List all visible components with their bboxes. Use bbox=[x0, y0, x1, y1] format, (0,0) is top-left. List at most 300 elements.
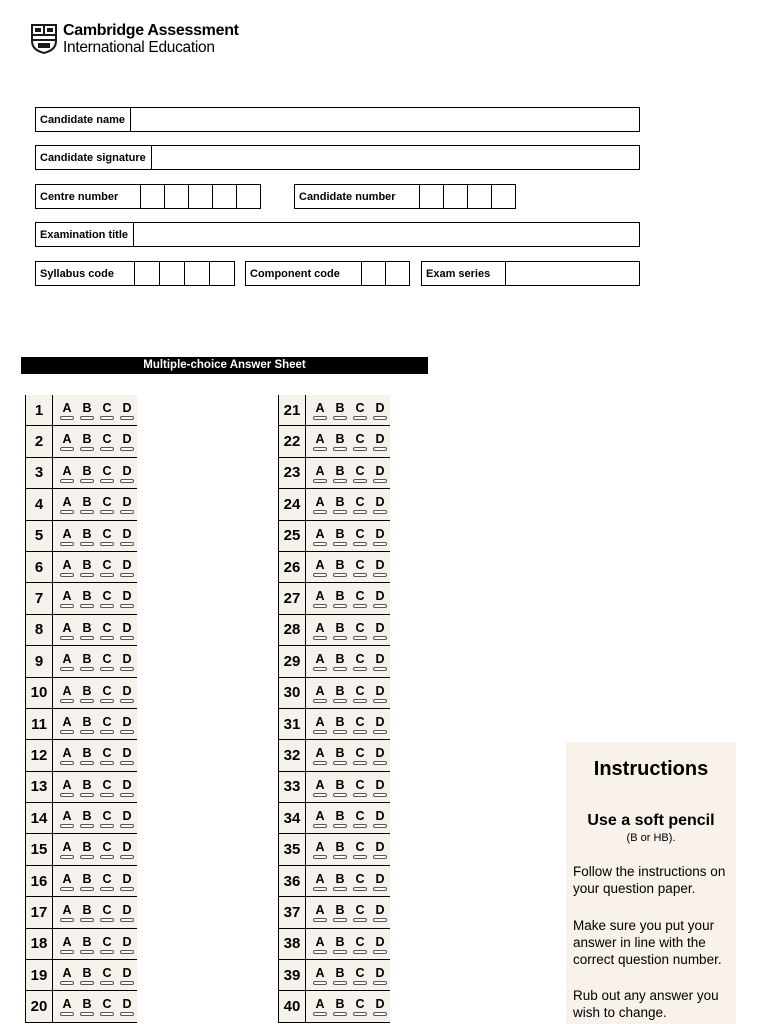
answer-mark-box[interactable] bbox=[80, 667, 94, 671]
answer-mark-box[interactable] bbox=[333, 981, 347, 985]
answer-option-d[interactable] bbox=[370, 583, 390, 613]
answer-option-a[interactable] bbox=[310, 615, 330, 645]
answer-option-d[interactable] bbox=[117, 709, 137, 739]
answer-option-d[interactable] bbox=[117, 521, 137, 551]
answer-option-d[interactable] bbox=[117, 929, 137, 959]
answer-option-a[interactable] bbox=[310, 740, 330, 770]
answer-option-b[interactable] bbox=[330, 772, 350, 802]
answer-option-d[interactable] bbox=[370, 834, 390, 864]
answer-option-d[interactable] bbox=[117, 834, 137, 864]
answer-option-c[interactable] bbox=[350, 646, 370, 676]
answer-mark-box[interactable] bbox=[120, 761, 134, 765]
answer-option-a[interactable] bbox=[57, 458, 77, 488]
answer-mark-box[interactable] bbox=[353, 510, 367, 514]
answer-mark-box[interactable] bbox=[373, 542, 387, 546]
answer-option-b[interactable] bbox=[330, 552, 350, 582]
answer-option-c[interactable] bbox=[350, 866, 370, 896]
answer-mark-box[interactable] bbox=[353, 855, 367, 859]
answer-mark-box[interactable] bbox=[100, 510, 114, 514]
answer-mark-box[interactable] bbox=[313, 510, 327, 514]
answer-mark-box[interactable] bbox=[60, 981, 74, 985]
answer-option-b[interactable] bbox=[77, 866, 97, 896]
centre-number-digit[interactable] bbox=[141, 185, 165, 208]
candidate-signature-field[interactable] bbox=[35, 145, 640, 170]
answer-option-d[interactable] bbox=[370, 709, 390, 739]
answer-option-b[interactable] bbox=[330, 834, 350, 864]
answer-option-c[interactable] bbox=[97, 521, 117, 551]
answer-mark-box[interactable] bbox=[313, 981, 327, 985]
answer-mark-box[interactable] bbox=[80, 855, 94, 859]
answer-option-a[interactable] bbox=[57, 678, 77, 708]
answer-option-d[interactable] bbox=[370, 615, 390, 645]
answer-mark-box[interactable] bbox=[353, 542, 367, 546]
answer-option-d[interactable] bbox=[370, 458, 390, 488]
answer-option-c[interactable] bbox=[350, 615, 370, 645]
answer-mark-box[interactable] bbox=[333, 1012, 347, 1016]
answer-mark-box[interactable] bbox=[120, 667, 134, 671]
answer-option-d[interactable] bbox=[370, 489, 390, 519]
answer-mark-box[interactable] bbox=[100, 730, 114, 734]
answer-mark-box[interactable] bbox=[120, 416, 134, 420]
answer-option-a[interactable] bbox=[310, 646, 330, 676]
answer-mark-box[interactable] bbox=[60, 918, 74, 922]
answer-option-d[interactable] bbox=[370, 426, 390, 456]
answer-mark-box[interactable] bbox=[313, 416, 327, 420]
answer-mark-box[interactable] bbox=[333, 416, 347, 420]
answer-option-b[interactable] bbox=[330, 678, 350, 708]
answer-mark-box[interactable] bbox=[313, 950, 327, 954]
answer-mark-box[interactable] bbox=[120, 918, 134, 922]
answer-option-d[interactable] bbox=[117, 866, 137, 896]
answer-mark-box[interactable] bbox=[333, 855, 347, 859]
answer-mark-box[interactable] bbox=[353, 667, 367, 671]
answer-mark-box[interactable] bbox=[60, 793, 74, 797]
answer-mark-box[interactable] bbox=[333, 761, 347, 765]
answer-option-a[interactable] bbox=[310, 960, 330, 990]
answer-mark-box[interactable] bbox=[80, 573, 94, 577]
answer-option-b[interactable] bbox=[330, 740, 350, 770]
answer-mark-box[interactable] bbox=[100, 887, 114, 891]
answer-mark-box[interactable] bbox=[333, 950, 347, 954]
answer-option-c[interactable] bbox=[350, 897, 370, 927]
answer-option-c[interactable] bbox=[350, 834, 370, 864]
answer-mark-box[interactable] bbox=[100, 699, 114, 703]
answer-mark-box[interactable] bbox=[333, 510, 347, 514]
answer-option-a[interactable] bbox=[57, 834, 77, 864]
answer-mark-box[interactable] bbox=[313, 793, 327, 797]
answer-mark-box[interactable] bbox=[80, 981, 94, 985]
answer-mark-box[interactable] bbox=[333, 479, 347, 483]
syllabus-code-digit[interactable] bbox=[185, 262, 210, 285]
answer-mark-box[interactable] bbox=[333, 887, 347, 891]
answer-option-b[interactable] bbox=[330, 929, 350, 959]
answer-option-b[interactable] bbox=[77, 426, 97, 456]
answer-option-c[interactable] bbox=[97, 834, 117, 864]
answer-option-c[interactable] bbox=[350, 709, 370, 739]
answer-option-c[interactable] bbox=[350, 426, 370, 456]
answer-option-a[interactable] bbox=[57, 929, 77, 959]
answer-option-b[interactable] bbox=[77, 897, 97, 927]
answer-option-a[interactable] bbox=[310, 521, 330, 551]
answer-option-d[interactable] bbox=[370, 897, 390, 927]
answer-mark-box[interactable] bbox=[353, 699, 367, 703]
answer-mark-box[interactable] bbox=[353, 447, 367, 451]
answer-option-c[interactable] bbox=[97, 740, 117, 770]
answer-mark-box[interactable] bbox=[100, 573, 114, 577]
answer-option-d[interactable] bbox=[117, 991, 137, 1021]
answer-option-a[interactable] bbox=[310, 458, 330, 488]
answer-mark-box[interactable] bbox=[60, 447, 74, 451]
answer-mark-box[interactable] bbox=[120, 699, 134, 703]
answer-option-b[interactable] bbox=[330, 709, 350, 739]
answer-mark-box[interactable] bbox=[313, 887, 327, 891]
answer-mark-box[interactable] bbox=[333, 636, 347, 640]
answer-option-c[interactable] bbox=[97, 929, 117, 959]
centre-number-digit[interactable] bbox=[165, 185, 189, 208]
answer-mark-box[interactable] bbox=[373, 730, 387, 734]
answer-mark-box[interactable] bbox=[353, 981, 367, 985]
answer-option-b[interactable] bbox=[330, 395, 350, 425]
answer-option-b[interactable] bbox=[330, 583, 350, 613]
answer-option-d[interactable] bbox=[117, 458, 137, 488]
answer-option-c[interactable] bbox=[97, 991, 117, 1021]
answer-option-b[interactable] bbox=[77, 709, 97, 739]
component-code-digit[interactable] bbox=[386, 262, 410, 285]
answer-mark-box[interactable] bbox=[100, 950, 114, 954]
answer-option-b[interactable] bbox=[330, 521, 350, 551]
answer-mark-box[interactable] bbox=[100, 636, 114, 640]
answer-option-c[interactable] bbox=[350, 740, 370, 770]
answer-mark-box[interactable] bbox=[373, 416, 387, 420]
candidate-number-digit[interactable] bbox=[492, 185, 516, 208]
answer-option-d[interactable] bbox=[117, 960, 137, 990]
answer-mark-box[interactable] bbox=[353, 479, 367, 483]
answer-option-c[interactable] bbox=[350, 395, 370, 425]
answer-option-b[interactable] bbox=[77, 929, 97, 959]
answer-mark-box[interactable] bbox=[333, 793, 347, 797]
answer-option-a[interactable] bbox=[57, 583, 77, 613]
answer-option-a[interactable] bbox=[310, 834, 330, 864]
answer-option-a[interactable] bbox=[310, 772, 330, 802]
answer-option-a[interactable] bbox=[57, 615, 77, 645]
answer-option-a[interactable] bbox=[310, 552, 330, 582]
answer-option-c[interactable] bbox=[350, 803, 370, 833]
answer-option-c[interactable] bbox=[350, 929, 370, 959]
answer-mark-box[interactable] bbox=[373, 918, 387, 922]
answer-mark-box[interactable] bbox=[80, 542, 94, 546]
answer-mark-box[interactable] bbox=[120, 887, 134, 891]
answer-mark-box[interactable] bbox=[373, 824, 387, 828]
answer-mark-box[interactable] bbox=[60, 824, 74, 828]
answer-option-c[interactable] bbox=[97, 458, 117, 488]
answer-option-b[interactable] bbox=[77, 834, 97, 864]
answer-option-c[interactable] bbox=[350, 960, 370, 990]
answer-mark-box[interactable] bbox=[353, 573, 367, 577]
answer-mark-box[interactable] bbox=[80, 793, 94, 797]
answer-mark-box[interactable] bbox=[120, 824, 134, 828]
answer-mark-box[interactable] bbox=[120, 793, 134, 797]
answer-mark-box[interactable] bbox=[120, 479, 134, 483]
answer-mark-box[interactable] bbox=[353, 416, 367, 420]
answer-mark-box[interactable] bbox=[313, 918, 327, 922]
answer-mark-box[interactable] bbox=[373, 793, 387, 797]
answer-mark-box[interactable] bbox=[100, 855, 114, 859]
answer-mark-box[interactable] bbox=[100, 447, 114, 451]
answer-mark-box[interactable] bbox=[60, 887, 74, 891]
answer-mark-box[interactable] bbox=[313, 855, 327, 859]
answer-option-d[interactable] bbox=[370, 521, 390, 551]
answer-mark-box[interactable] bbox=[100, 479, 114, 483]
answer-option-b[interactable] bbox=[77, 615, 97, 645]
answer-mark-box[interactable] bbox=[80, 824, 94, 828]
candidate-number-field[interactable] bbox=[294, 184, 516, 209]
answer-mark-box[interactable] bbox=[353, 824, 367, 828]
answer-option-c[interactable] bbox=[97, 646, 117, 676]
answer-mark-box[interactable] bbox=[373, 667, 387, 671]
candidate-name-input[interactable] bbox=[131, 108, 639, 131]
answer-option-c[interactable] bbox=[350, 772, 370, 802]
answer-option-d[interactable] bbox=[117, 897, 137, 927]
answer-option-a[interactable] bbox=[310, 489, 330, 519]
answer-mark-box[interactable] bbox=[120, 730, 134, 734]
syllabus-code-digit[interactable] bbox=[135, 262, 160, 285]
syllabus-code-digit[interactable] bbox=[210, 262, 235, 285]
answer-option-b[interactable] bbox=[77, 991, 97, 1021]
answer-option-d[interactable] bbox=[117, 552, 137, 582]
answer-option-a[interactable] bbox=[310, 709, 330, 739]
answer-mark-box[interactable] bbox=[373, 855, 387, 859]
answer-mark-box[interactable] bbox=[373, 573, 387, 577]
answer-mark-box[interactable] bbox=[60, 699, 74, 703]
answer-mark-box[interactable] bbox=[100, 981, 114, 985]
answer-mark-box[interactable] bbox=[333, 604, 347, 608]
answer-mark-box[interactable] bbox=[60, 1012, 74, 1016]
answer-option-d[interactable] bbox=[370, 740, 390, 770]
answer-option-d[interactable] bbox=[370, 772, 390, 802]
answer-mark-box[interactable] bbox=[120, 510, 134, 514]
answer-mark-box[interactable] bbox=[100, 793, 114, 797]
answer-option-c[interactable] bbox=[350, 991, 370, 1021]
answer-option-c[interactable] bbox=[97, 395, 117, 425]
answer-mark-box[interactable] bbox=[60, 855, 74, 859]
answer-mark-box[interactable] bbox=[353, 730, 367, 734]
candidate-signature-input[interactable] bbox=[152, 146, 639, 169]
answer-mark-box[interactable] bbox=[60, 667, 74, 671]
answer-option-a[interactable] bbox=[310, 395, 330, 425]
candidate-name-field[interactable] bbox=[35, 107, 640, 132]
answer-mark-box[interactable] bbox=[80, 950, 94, 954]
answer-mark-box[interactable] bbox=[373, 510, 387, 514]
answer-option-a[interactable] bbox=[57, 395, 77, 425]
answer-option-d[interactable] bbox=[370, 803, 390, 833]
answer-option-b[interactable] bbox=[330, 489, 350, 519]
answer-mark-box[interactable] bbox=[373, 447, 387, 451]
answer-mark-box[interactable] bbox=[60, 636, 74, 640]
answer-option-b[interactable] bbox=[77, 521, 97, 551]
answer-mark-box[interactable] bbox=[80, 510, 94, 514]
answer-mark-box[interactable] bbox=[120, 447, 134, 451]
answer-mark-box[interactable] bbox=[60, 950, 74, 954]
answer-option-d[interactable] bbox=[117, 489, 137, 519]
answer-option-c[interactable] bbox=[97, 772, 117, 802]
answer-mark-box[interactable] bbox=[60, 542, 74, 546]
answer-option-d[interactable] bbox=[370, 678, 390, 708]
answer-mark-box[interactable] bbox=[80, 730, 94, 734]
answer-option-c[interactable] bbox=[97, 583, 117, 613]
answer-mark-box[interactable] bbox=[353, 887, 367, 891]
answer-option-d[interactable] bbox=[370, 929, 390, 959]
answer-mark-box[interactable] bbox=[313, 824, 327, 828]
answer-mark-box[interactable] bbox=[80, 1012, 94, 1016]
answer-mark-box[interactable] bbox=[100, 918, 114, 922]
answer-mark-box[interactable] bbox=[120, 573, 134, 577]
answer-option-d[interactable] bbox=[117, 395, 137, 425]
answer-mark-box[interactable] bbox=[100, 824, 114, 828]
answer-mark-box[interactable] bbox=[120, 542, 134, 546]
answer-mark-box[interactable] bbox=[80, 699, 94, 703]
answer-mark-box[interactable] bbox=[313, 604, 327, 608]
answer-option-a[interactable] bbox=[310, 897, 330, 927]
answer-option-b[interactable] bbox=[330, 646, 350, 676]
answer-mark-box[interactable] bbox=[100, 667, 114, 671]
answer-option-d[interactable] bbox=[117, 740, 137, 770]
answer-mark-box[interactable] bbox=[120, 855, 134, 859]
answer-mark-box[interactable] bbox=[100, 416, 114, 420]
answer-mark-box[interactable] bbox=[373, 699, 387, 703]
answer-option-b[interactable] bbox=[77, 489, 97, 519]
answer-option-d[interactable] bbox=[117, 583, 137, 613]
centre-number-digit[interactable] bbox=[189, 185, 213, 208]
answer-option-d[interactable] bbox=[370, 991, 390, 1021]
answer-mark-box[interactable] bbox=[60, 510, 74, 514]
answer-mark-box[interactable] bbox=[80, 479, 94, 483]
answer-option-a[interactable] bbox=[310, 866, 330, 896]
answer-mark-box[interactable] bbox=[313, 479, 327, 483]
answer-mark-box[interactable] bbox=[333, 824, 347, 828]
answer-option-a[interactable] bbox=[57, 772, 77, 802]
answer-option-d[interactable] bbox=[117, 678, 137, 708]
answer-option-b[interactable] bbox=[77, 803, 97, 833]
answer-mark-box[interactable] bbox=[80, 887, 94, 891]
answer-mark-box[interactable] bbox=[313, 761, 327, 765]
answer-option-b[interactable] bbox=[77, 552, 97, 582]
answer-mark-box[interactable] bbox=[373, 761, 387, 765]
answer-option-a[interactable] bbox=[57, 991, 77, 1021]
answer-mark-box[interactable] bbox=[353, 918, 367, 922]
answer-mark-box[interactable] bbox=[373, 479, 387, 483]
answer-option-c[interactable] bbox=[97, 552, 117, 582]
answer-mark-box[interactable] bbox=[60, 730, 74, 734]
answer-option-c[interactable] bbox=[97, 678, 117, 708]
answer-option-a[interactable] bbox=[57, 897, 77, 927]
answer-mark-box[interactable] bbox=[120, 604, 134, 608]
answer-mark-box[interactable] bbox=[313, 699, 327, 703]
exam-series-input[interactable] bbox=[506, 262, 639, 285]
answer-option-a[interactable] bbox=[310, 803, 330, 833]
answer-option-b[interactable] bbox=[77, 960, 97, 990]
answer-option-b[interactable] bbox=[330, 866, 350, 896]
answer-option-c[interactable] bbox=[97, 709, 117, 739]
answer-mark-box[interactable] bbox=[333, 573, 347, 577]
answer-option-c[interactable] bbox=[350, 489, 370, 519]
answer-option-d[interactable] bbox=[117, 772, 137, 802]
answer-mark-box[interactable] bbox=[353, 636, 367, 640]
answer-option-c[interactable] bbox=[350, 678, 370, 708]
answer-mark-box[interactable] bbox=[313, 447, 327, 451]
answer-option-c[interactable] bbox=[97, 897, 117, 927]
answer-option-b[interactable] bbox=[77, 740, 97, 770]
examination-title-input[interactable] bbox=[134, 223, 639, 246]
answer-mark-box[interactable] bbox=[373, 981, 387, 985]
answer-option-b[interactable] bbox=[330, 960, 350, 990]
answer-option-c[interactable] bbox=[350, 458, 370, 488]
answer-mark-box[interactable] bbox=[80, 918, 94, 922]
answer-mark-box[interactable] bbox=[120, 1012, 134, 1016]
syllabus-code-digit[interactable] bbox=[160, 262, 185, 285]
answer-mark-box[interactable] bbox=[100, 604, 114, 608]
answer-option-d[interactable] bbox=[117, 615, 137, 645]
answer-mark-box[interactable] bbox=[100, 542, 114, 546]
answer-option-a[interactable] bbox=[310, 991, 330, 1021]
answer-option-a[interactable] bbox=[57, 866, 77, 896]
answer-option-b[interactable] bbox=[330, 897, 350, 927]
answer-mark-box[interactable] bbox=[80, 416, 94, 420]
answer-option-d[interactable] bbox=[117, 803, 137, 833]
answer-mark-box[interactable] bbox=[60, 479, 74, 483]
answer-option-a[interactable] bbox=[57, 709, 77, 739]
answer-option-b[interactable] bbox=[330, 991, 350, 1021]
candidate-number-digit[interactable] bbox=[444, 185, 468, 208]
answer-mark-box[interactable] bbox=[120, 981, 134, 985]
answer-mark-box[interactable] bbox=[120, 950, 134, 954]
answer-option-b[interactable] bbox=[77, 678, 97, 708]
answer-option-b[interactable] bbox=[77, 772, 97, 802]
answer-mark-box[interactable] bbox=[373, 950, 387, 954]
answer-option-d[interactable] bbox=[117, 646, 137, 676]
answer-option-d[interactable] bbox=[370, 866, 390, 896]
answer-mark-box[interactable] bbox=[373, 636, 387, 640]
answer-option-b[interactable] bbox=[77, 646, 97, 676]
answer-option-a[interactable] bbox=[57, 521, 77, 551]
answer-mark-box[interactable] bbox=[373, 604, 387, 608]
answer-mark-box[interactable] bbox=[80, 636, 94, 640]
component-code-digit[interactable] bbox=[362, 262, 386, 285]
answer-mark-box[interactable] bbox=[60, 761, 74, 765]
answer-mark-box[interactable] bbox=[100, 1012, 114, 1016]
answer-option-a[interactable] bbox=[57, 426, 77, 456]
syllabus-code-field[interactable] bbox=[35, 261, 235, 286]
answer-mark-box[interactable] bbox=[333, 699, 347, 703]
answer-mark-box[interactable] bbox=[313, 573, 327, 577]
answer-mark-box[interactable] bbox=[80, 761, 94, 765]
answer-option-b[interactable] bbox=[77, 395, 97, 425]
answer-mark-box[interactable] bbox=[313, 730, 327, 734]
answer-option-a[interactable] bbox=[57, 740, 77, 770]
answer-mark-box[interactable] bbox=[333, 542, 347, 546]
answer-option-a[interactable] bbox=[57, 803, 77, 833]
exam-series-field[interactable] bbox=[421, 261, 640, 286]
answer-mark-box[interactable] bbox=[353, 1012, 367, 1016]
answer-option-c[interactable] bbox=[97, 960, 117, 990]
answer-option-b[interactable] bbox=[330, 615, 350, 645]
answer-option-d[interactable] bbox=[370, 552, 390, 582]
answer-mark-box[interactable] bbox=[353, 761, 367, 765]
answer-option-c[interactable] bbox=[350, 521, 370, 551]
answer-mark-box[interactable] bbox=[353, 793, 367, 797]
answer-mark-box[interactable] bbox=[373, 1012, 387, 1016]
candidate-number-digit[interactable] bbox=[468, 185, 492, 208]
answer-option-b[interactable] bbox=[330, 458, 350, 488]
